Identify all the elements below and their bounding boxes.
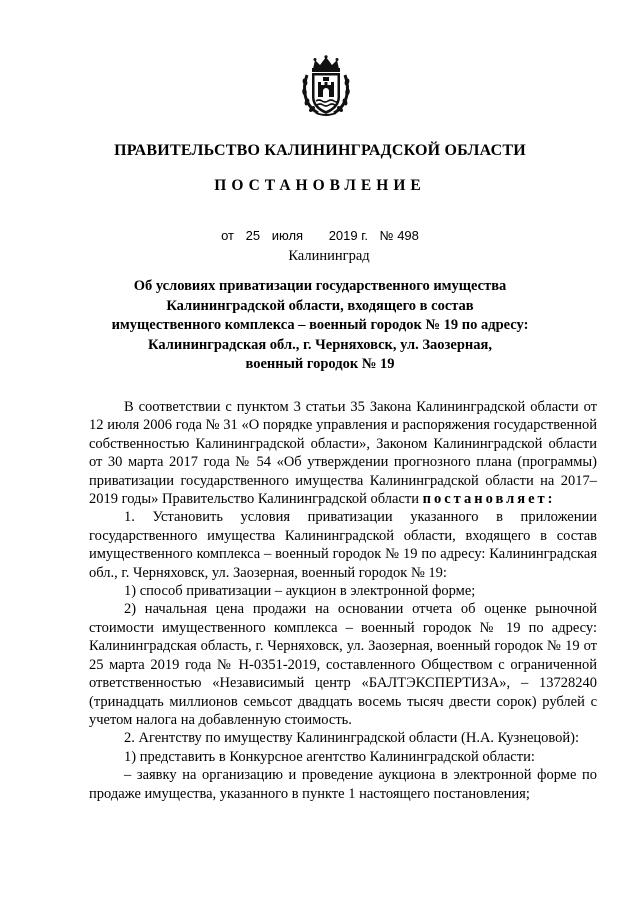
document-body bbox=[89, 398, 597, 803]
clause-1-2: 2) начальная цена продажи на основании отчета об оценке рыночной стоимости имущественного комплекса – военный городок № 19 по адресу: Калининградская область, г. Черняховск, ул. Заозерная, военный городок № 19 от 25 марта 2019 года № Н-0351-2019, составленного Обществом с ограниченной ответственностью «Независимый центр «БАЛТЭКСПЕРТИЗА», – 13728240 (тринадцать миллионов семьсот двадцать восемь тысяч двести сорок) рублей с учетом налога на добавленную стоимость. bbox=[89, 601, 597, 728]
date-day: 25 bbox=[245, 228, 261, 243]
document-type: ПОСТАНОВЛЕНИЕ bbox=[214, 177, 426, 194]
clause-2-1-dash: – заявку на организацию и проведение аукциона в электронной форме по продаже имущества, указанного в пункте 1 настоящего постановления; bbox=[89, 767, 597, 802]
preamble-text: В соответствии с пунктом 3 статьи 35 Закона Калининградской области от 12 июля 2006 года № 31 «О порядке управления и распоряжения государственной собственностью Калининградской области», Законом Калининградской области от 30 марта 2017 года № 54 «Об утверждении прогнозного плана (программы) приватизации государственного имущества Калининградской области на 2017–2019 годы» Правительство Калининградской области bbox=[89, 399, 597, 508]
government-title: ПРАВИТЕЛЬСТВО КАЛИНИНГРАДСКОЙ ОБЛАСТИ bbox=[114, 142, 526, 159]
document-number: № 498 bbox=[379, 228, 419, 243]
subject-line: военный городок № 19 bbox=[245, 356, 395, 373]
subject-line: Об условиях приватизации государственного имущества bbox=[133, 278, 507, 294]
coat-of-arms-icon bbox=[301, 55, 351, 117]
date-month: июля bbox=[271, 228, 304, 243]
subject-line: Калининградская обл., г. Черняховск, ул. Заозерная, bbox=[148, 336, 492, 353]
clause-2: 2. Агентству по имуществу Калининградской области (Н.А. Кузнецовой): bbox=[124, 730, 580, 747]
coat-of-arms-emblem bbox=[301, 55, 351, 117]
subject-line: имущественного комплекса – военный городок № 19 по адресу: bbox=[111, 317, 529, 334]
subject-line: Калининградской области, входящего в состав bbox=[166, 297, 474, 314]
date-year: 2019 г. bbox=[328, 228, 369, 243]
clause-1-1: 1) способ приватизации – аукцион в электронной форме; bbox=[124, 583, 476, 600]
clause-1: 1. Установить условия приватизации указанного в приложении государственного имущества Калининградской области, входящего в состав имущественного комплекса – военный городок № 19 по адресу: Калининградская обл., г. Черняховск, ул. Заозерная, военный городок № 19: bbox=[89, 509, 597, 581]
document-subject bbox=[110, 277, 530, 375]
date-and-number bbox=[0, 228, 640, 243]
date-prefix: от bbox=[221, 228, 234, 243]
resolves-word: постановляет: bbox=[422, 491, 556, 508]
clause-2-1: 1) представить в Конкурсное агентство Калининградской области: bbox=[124, 748, 535, 765]
preamble-paragraph bbox=[89, 398, 597, 508]
city-name: Калининград bbox=[288, 248, 370, 264]
